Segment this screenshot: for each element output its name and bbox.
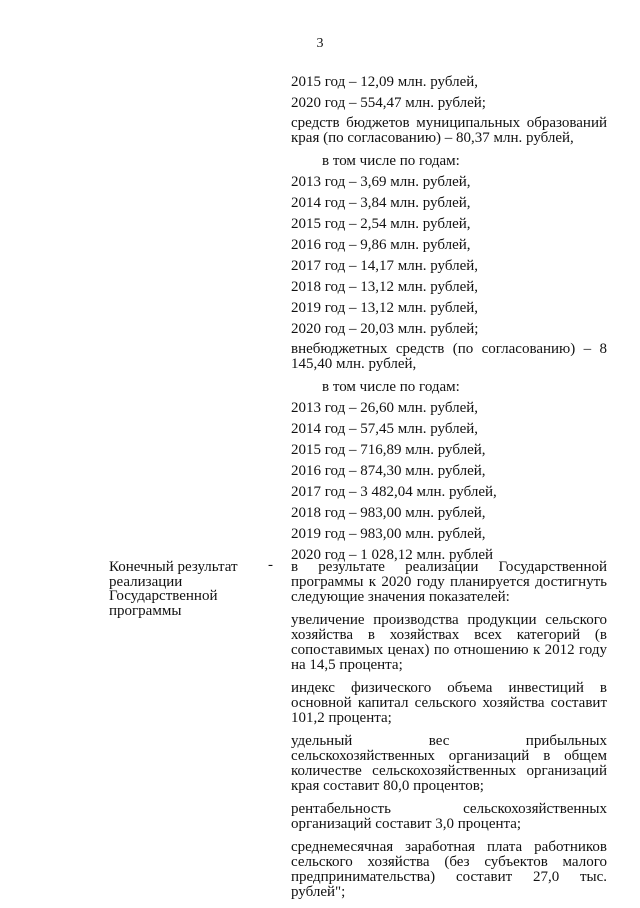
extrabudgetary-year-line: 2019 год – 983,00 млн. рублей, <box>291 526 486 542</box>
municipal-by-years-label: в том числе по годам: <box>322 153 460 169</box>
result-label: Конечный результат реализации Государственной программы <box>109 559 238 619</box>
result-item: рентабельность сельскохозяйственных организаций составит 3,0 процента; <box>291 801 607 832</box>
municipal-year-line: 2013 год – 3,69 млн. рублей, <box>291 174 471 190</box>
result-item: удельный вес прибыльных сельскохозяйственных организаций в общем количестве сельскохозяйственных организаций края составит 80,0 процентов; <box>291 733 607 794</box>
municipal-year-line: 2016 год – 9,86 млн. рублей, <box>291 237 471 253</box>
extrabudgetary-by-years-label: в том числе по годам: <box>322 379 460 395</box>
extrabudgetary-year-line: 2014 год – 57,45 млн. рублей, <box>291 421 479 437</box>
result-intro: в результате реализации Государственной программы к 2020 году планируется достигнуть следующие значения показателей: <box>291 559 607 605</box>
extrabudgetary-year-line: 2018 год – 983,00 млн. рублей, <box>291 505 486 521</box>
municipal-year-line: 2020 год – 20,03 млн. рублей; <box>291 321 479 337</box>
result-item: увеличение производства продукции сельского хозяйства в хозяйствах всех категорий (в сопоставимых ценах) по отношению к 2012 году на 14,5 процента; <box>291 612 607 673</box>
funding-line: 2015 год – 12,09 млн. рублей, <box>291 74 479 90</box>
result-indicators <box>291 560 607 908</box>
extrabudgetary-year-line: 2013 год – 26,60 млн. рублей, <box>291 400 479 416</box>
municipal-year-line: 2015 год – 2,54 млн. рублей, <box>291 216 471 232</box>
page-number: 3 <box>316 36 324 51</box>
result-item: среднемесячная заработная плата работников сельского хозяйства (без субъектов малого предпринимательства) составит 27,0 тыс. рублей"; <box>291 839 607 900</box>
municipal-year-line: 2017 год – 14,17 млн. рублей, <box>291 258 479 274</box>
extrabudgetary-year-line: 2015 год – 716,89 млн. рублей, <box>291 442 486 458</box>
funding-line: 2020 год – 554,47 млн. рублей; <box>291 95 486 111</box>
funding-sources <box>291 72 607 566</box>
municipal-year-line: 2018 год – 13,12 млн. рублей, <box>291 279 479 295</box>
municipal-funds-text: средств бюджетов муниципальных образований края (по согласованию) – 80,37 млн. рублей, <box>291 115 607 146</box>
extrabudgetary-year-line: 2016 год – 874,30 млн. рублей, <box>291 463 486 479</box>
municipal-year-line: 2019 год – 13,12 млн. рублей, <box>291 300 479 316</box>
extrabudgetary-year-line: 2017 год – 3 482,04 млн. рублей, <box>291 484 497 500</box>
extrabudgetary-year-line: 2020 год – 1 028,12 млн. рублей <box>291 547 494 563</box>
municipal-year-line: 2014 год – 3,84 млн. рублей, <box>291 195 471 211</box>
result-item: индекс физического объема инвестиций в основной капитал сельского хозяйства составит 101,2 процента; <box>291 680 607 726</box>
result-dash: - <box>268 557 273 573</box>
extrabudgetary-funds-text: внебюджетных средств (по согласованию) – 8 145,40 млн. рублей, <box>291 341 607 372</box>
